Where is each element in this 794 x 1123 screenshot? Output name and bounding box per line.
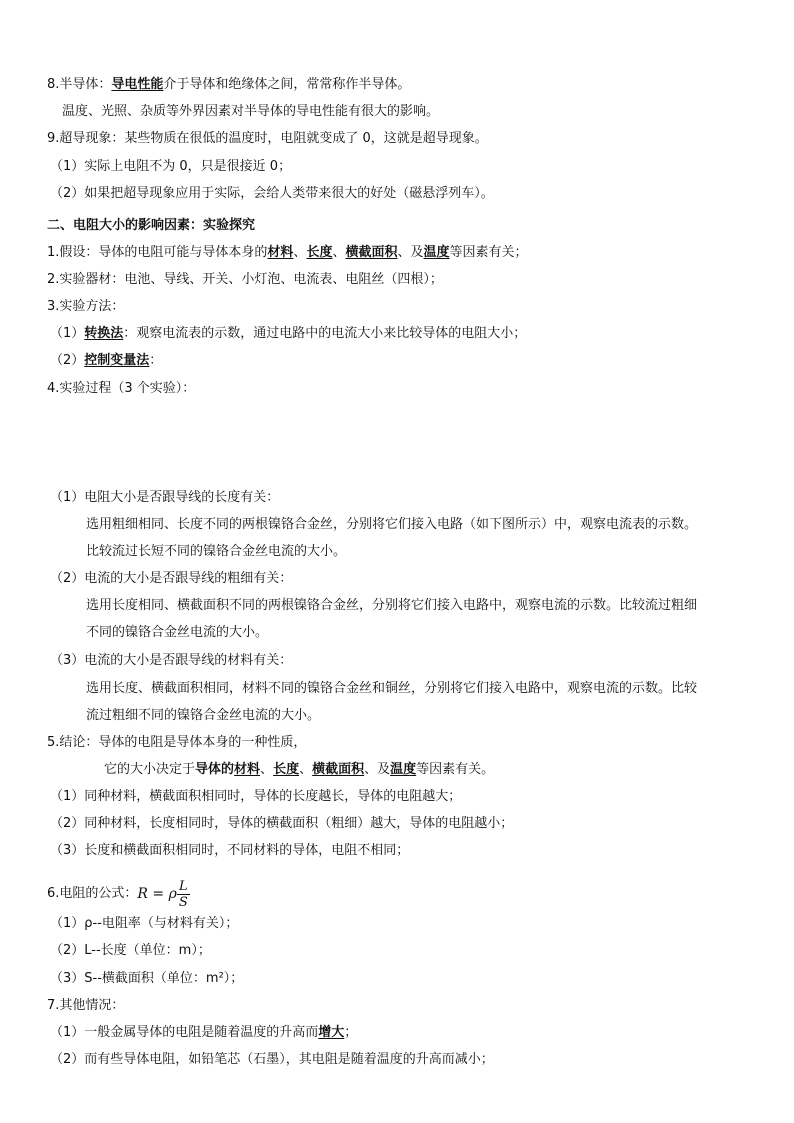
hypothesis-blank-area: 横截面积 [345,245,398,260]
hypothesis-suffix: 等因素有关； [449,245,528,260]
experiment-3-title: （3）电流的大小是否跟导线的材料有关： [50,653,293,668]
process-title: 4.实验过程（3 个实验）： [47,381,196,396]
experiment-2-line-1: 选用长度相同、横截面积不同的两根镍铬合金丝，分别将它们接入电路中，观察电流的示数。比较流过粗细 [86,598,698,613]
formula-item-1: （1）ρ--电阻率（与材料有关）； [50,916,239,931]
hypothesis-blank-temperature: 温度 [423,245,450,260]
other-title: 7.其他情况： [47,998,125,1013]
experiment-2-title: （2）电流的大小是否跟导线的粗细有关： [50,571,293,586]
method-item-2 [50,352,162,370]
experiment-1-title: （1）电阻大小是否跟导线的长度有关： [50,490,280,505]
experiment-3-line-1: 选用长度、横截面积相同，材料不同的镍铬合金丝和铜丝，分别将它们接入电路中，观察电流的示数。比较 [86,681,698,696]
formula-expression [137,885,176,903]
method-title: 3.实验方法： [47,299,125,314]
formula-fraction [177,879,190,910]
separator: 、 [293,245,307,260]
experiment-3-line-2: 流过粗细不同的镍铬合金丝电流的大小。 [86,708,321,723]
separator-and: 、及 [364,762,391,777]
separator: 、 [260,762,274,777]
conclusion-blank-length: 长度 [273,762,300,777]
method-item-1 [50,325,526,343]
hypothesis-blank-length: 长度 [306,245,333,260]
formula-numerator: L [177,879,190,895]
semiconductor-blank: 导电性能 [111,77,164,92]
other-item-1 [50,1024,357,1042]
formula-item-3: （3）S--横截面积（单位：m²）； [50,971,244,986]
semiconductor-line [47,76,410,94]
equipment-line: 2.实验器材：电池、导线、开关、小灯泡、电流表、电阻丝（四根）； [47,272,443,287]
separator: 、 [299,762,313,777]
section-heading: 二、电阻大小的影响因素：实验探究 [47,218,256,233]
formula-lhs: R [137,886,148,902]
formula-line [47,877,190,911]
hypothesis-label: 1.假设：导体的电阻可能与导体本身的 [47,245,268,260]
method-1-blank: 转换法 [84,326,124,341]
separator: 、 [332,245,346,260]
method-2-number: （2） [50,353,85,368]
method-2-blank: 控制变量法 [84,353,150,368]
experiment-1-line-2: 比较流过长短不同的镍铬合金丝电流的大小。 [86,544,347,559]
superconductor-item-2: （2）如果把超导现象应用于实际，会给人类带来很大的好处（磁悬浮列车）。 [50,186,494,201]
separator-and: 、及 [397,245,424,260]
conclusion-item-2: （2）同种材料，长度相同时，导体的横截面积（粗细）越大，导体的电阻越小； [50,816,514,831]
method-1-number: （1） [50,326,85,341]
method-2-text: ： [149,353,163,368]
formula-denominator: S [178,894,188,910]
other-item-2: （2）而有些导体电阻，如铅笔芯（石墨），其电阻是随着温度的升高而减小； [50,1052,494,1067]
semiconductor-label: 8.半导体： [47,77,112,92]
hypothesis-line [47,244,528,262]
hypothesis-blank-material: 材料 [267,245,294,260]
conclusion-item-3: （3）长度和横截面积相同时，不同材料的导体，电阻不相同； [50,843,410,858]
semiconductor-note: 温度、光照、杂质等外界因素对半导体的导电性能有很大的影响。 [62,104,440,119]
method-1-text: ：观察电流表的示数，通过电路中的电流大小来比较导体的电阻大小； [123,326,527,341]
conclusion-blank-material: 材料 [234,762,261,777]
formula-label: 6.电阻的公式： [47,886,138,901]
other-item-1-text: （1）一般金属导体的电阻是随着温度的升高而 [50,1025,319,1040]
experiment-2-line-2: 不同的镍铬合金丝电流的大小。 [86,625,269,640]
conclusion-line-1: 5.结论：导体的电阻是导体本身的一种性质， [47,735,307,750]
superconductor-item-1: （1）实际上电阻不为 0，只是很接近 0； [50,159,292,174]
formula-rho: = ρ [147,886,177,902]
semiconductor-text: 介于导体和绝缘体之间，常常称作半导体。 [163,77,411,92]
conclusion-blank-area: 横截面积 [312,762,365,777]
conclusion-blank-temperature: 温度 [390,762,417,777]
conclusion-item-1: （1）同种材料，横截面积相同时，导体的长度越长，导体的电阻越大； [50,789,462,804]
conclusion-bold: 导体的 [195,762,235,777]
conclusion-line-2 [104,761,494,779]
formula-item-2: （2）L--长度（单位：m）； [50,943,211,958]
other-item-1-suffix: ； [344,1025,358,1040]
superconductor-line: 9.超导现象：某些物质在很低的温度时，电阻就变成了 0，这就是超导现象。 [47,131,488,146]
other-item-1-blank: 增大 [318,1025,345,1040]
experiment-1-line-1: 选用粗细相同、长度不同的两根镍铬合金丝，分别将它们接入电路（如下图所示）中，观察电流表的示数。 [86,517,698,532]
conclusion-prefix: 它的大小决定于 [104,762,196,777]
conclusion-suffix: 等因素有关。 [416,762,495,777]
